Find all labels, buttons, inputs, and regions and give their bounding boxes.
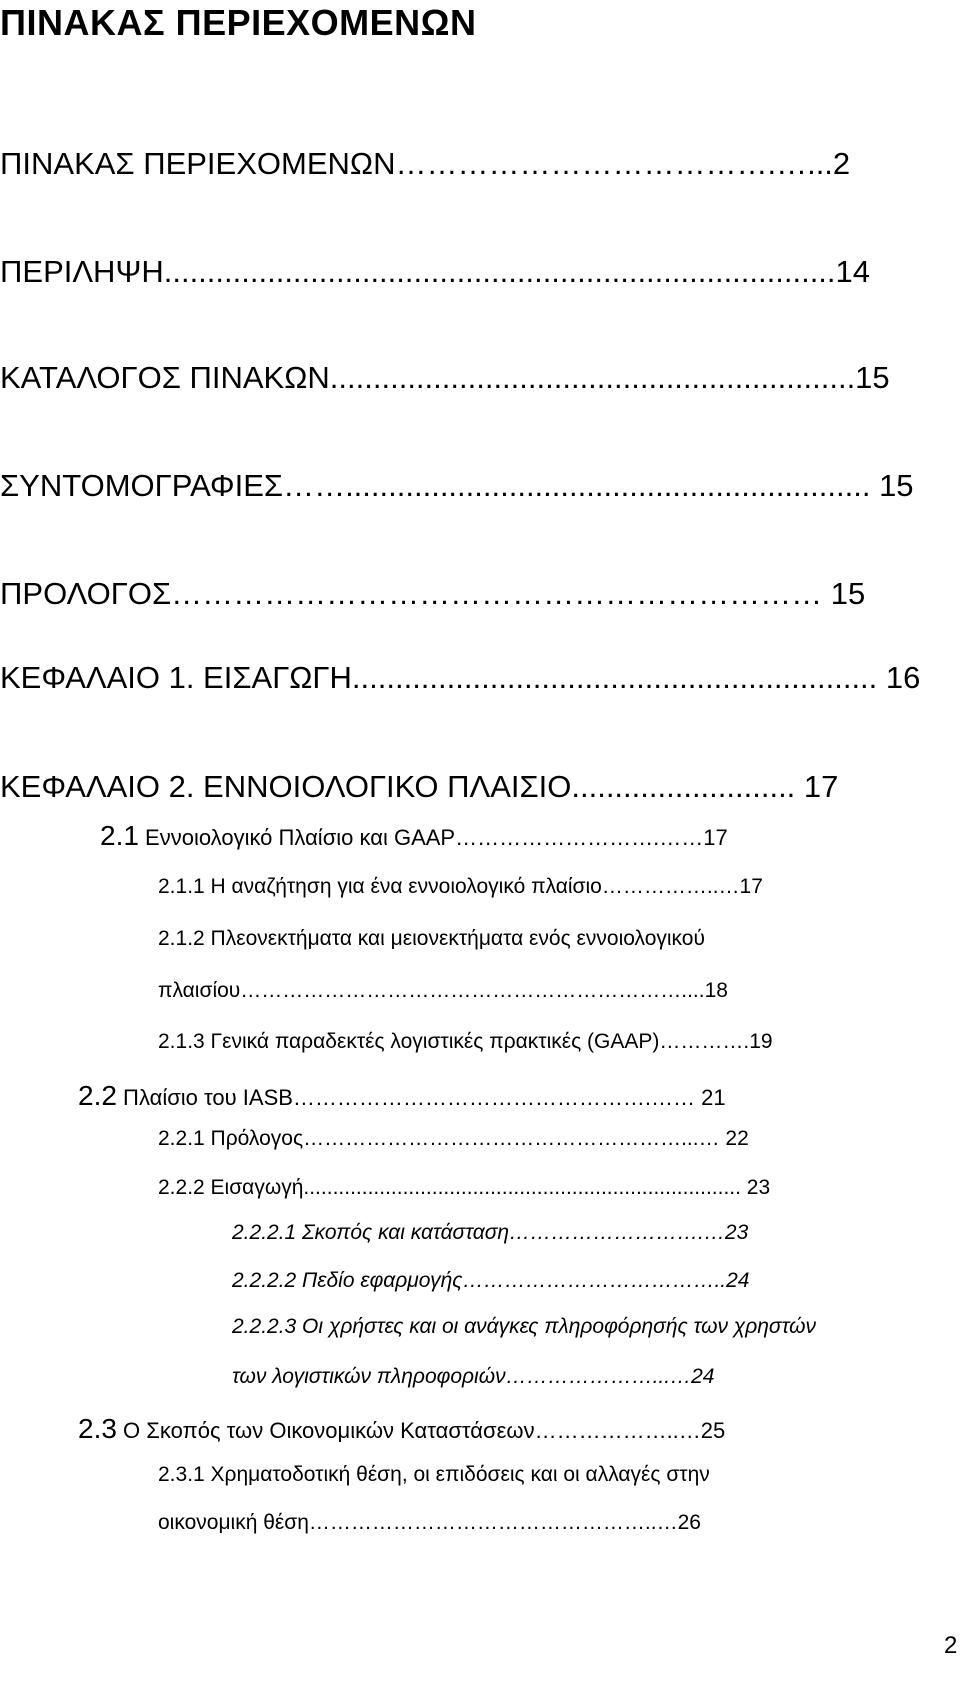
page-title: ΠΙΝΑΚΑΣ ΠΕΡΙΕΧΟΜΕΝΩΝ <box>0 2 477 43</box>
toc-entry-text: 2.2.2.3 Οι χρήστες και οι ανάγκες πληροφόρησής των χρηστών <box>232 1315 817 1338</box>
toc-entry[interactable] <box>158 1464 710 1485</box>
toc-entry-text: Πλαίσιο του IASB………………………………………….…… 21 <box>116 1085 726 1110</box>
toc-entry[interactable] <box>232 1316 816 1337</box>
toc-entry-number: 2.2 <box>78 1080 117 1111</box>
toc-entry-text: 2.3.1 Χρηματοδοτική θέση, οι επιδόσεις και οι αλλαγές στην <box>158 1463 710 1486</box>
toc-entry-text: ΚΕΦΑΛΑΙΟ 2. ΕΝΝΟΙΟΛΟΓΙΚΟ ΠΛΑΙΣΙΟ.......................... 17 <box>0 769 839 804</box>
toc-entry-number: 2.1 <box>100 820 139 851</box>
toc-entry[interactable] <box>158 980 728 1001</box>
toc-entry-text: 2.1.2 Πλεονεκτήματα και μειονεκτήματα ενός εννοιολογικού <box>158 927 705 950</box>
toc-entry[interactable] <box>158 928 705 949</box>
toc-entry-text: 2.2.2.1 Σκοπός και κατάσταση……………………….…23 <box>232 1221 749 1244</box>
toc-entry-text: 2.1.3 Γενικά παραδεκτές λογιστικές πρακτικές (GAAP)………….19 <box>158 1030 773 1053</box>
toc-entry[interactable] <box>158 876 763 897</box>
toc-entry-text: ΣΥΝΤΟΜΟΓΡΑΦΙΕΣ……............................................................. 15 <box>0 468 914 503</box>
toc-entry[interactable] <box>158 1177 770 1198</box>
toc-entry[interactable] <box>0 662 920 693</box>
toc-entry-text: Ο Σκοπός των Οικονομικών Καταστάσεων………………..…25 <box>116 1418 726 1443</box>
toc-entry-text: 2.2.2.2 Πεδίο εφαρμογής………………………………..24 <box>232 1269 750 1292</box>
toc-entry-text: ΠΙΝΑΚΑΣ ΠΕΡΙΕΧΟΜΕΝΩΝ……………………………….…...2 <box>0 146 851 181</box>
toc-entry-number: 2.3 <box>78 1413 117 1444</box>
toc-entry-text: 2.2.1 Πρόλογος………………………………………………...… 22 <box>158 1127 749 1150</box>
toc-entry-text: 2.2.2 Εισαγωγή........................................................................... 23 <box>158 1176 771 1199</box>
toc-entry-text: ΚΑΤΑΛΟΓΟΣ ΠΙΝΑΚΩΝ.............................................................15 <box>0 360 890 395</box>
toc-entry-text: ΠΕΡΙΛΗΨΗ..............................................................................14 <box>0 254 871 289</box>
toc-entry[interactable] <box>0 470 914 501</box>
toc-entry[interactable] <box>78 1082 726 1110</box>
toc-entry-text: ΚΕΦΑΛΑΙΟ 1. ΕΙΣΑΓΩΓΗ............................................................. 16 <box>0 660 921 695</box>
toc-entry-text: 2.1.1 Η αναζήτηση για ένα εννοιολογικό πλαίσιο……………..…17 <box>158 875 763 898</box>
toc-entry[interactable] <box>232 1270 749 1291</box>
toc-entry[interactable] <box>0 148 850 179</box>
toc-entry[interactable] <box>78 1415 725 1443</box>
toc-entry[interactable] <box>232 1222 748 1243</box>
toc-entry-text: των λογιστικών πληροφοριών…………………...…24 <box>232 1365 715 1388</box>
toc-entry[interactable] <box>232 1366 714 1387</box>
toc-entry[interactable] <box>100 822 728 850</box>
toc-entry[interactable] <box>0 771 838 802</box>
toc-entry[interactable] <box>0 362 890 393</box>
toc-entry-text: ΠΡΟΛΟΓΟΣ……………………………………………………… 15 <box>0 576 866 611</box>
toc-entry[interactable] <box>158 1512 701 1533</box>
page-number: 2 <box>944 1632 958 1659</box>
toc-entry-text: οικονομική θέση…………………………………………..…26 <box>158 1511 701 1534</box>
toc-entry[interactable] <box>0 256 870 287</box>
toc-entry-text: Εννοιολογικό Πλαίσιο και GAAP……………………….……17 <box>138 825 728 850</box>
toc-entry-text: πλαισίου………………………………………………………....18 <box>158 979 728 1002</box>
toc-entry[interactable] <box>158 1031 773 1052</box>
toc-entry[interactable] <box>0 578 865 609</box>
toc-entry[interactable] <box>158 1128 749 1149</box>
